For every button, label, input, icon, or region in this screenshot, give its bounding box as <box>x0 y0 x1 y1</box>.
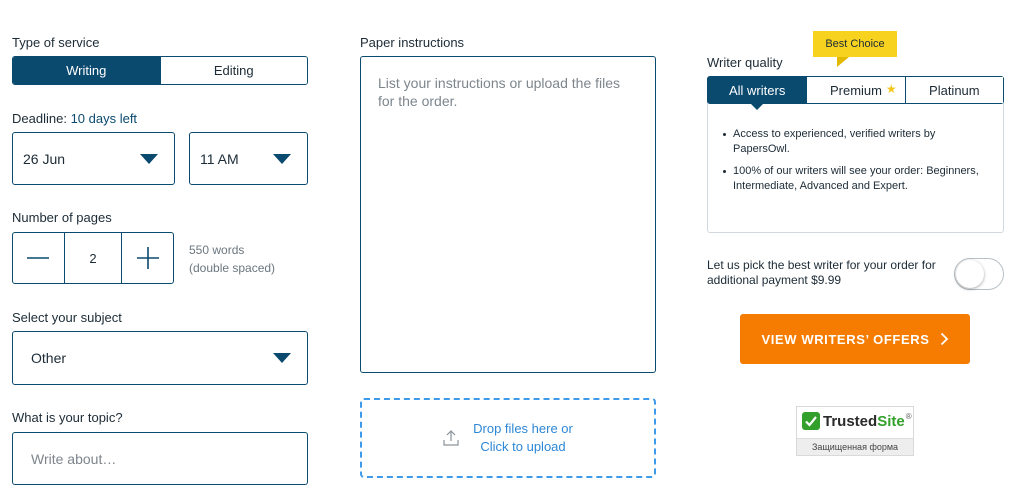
deadline-time-value: 11 AM <box>200 150 239 167</box>
registered-mark: ® <box>905 412 912 421</box>
pages-value[interactable]: 2 <box>64 233 123 283</box>
dropzone-line-1: Drop files here or <box>473 421 573 436</box>
service-toggle <box>12 56 308 85</box>
pages-words-text: 550 words <box>189 243 245 257</box>
chevron-down-icon <box>140 154 158 164</box>
subject-select[interactable] <box>12 331 308 385</box>
deadline-days-left: 10 days left <box>70 111 138 126</box>
cta-label: VIEW WRITERS’ OFFERS <box>761 331 930 347</box>
writer-quality-tabs <box>707 76 1004 104</box>
best-writer-text: Let us pick the best writer for your order for additional payment $9.99 <box>707 258 936 287</box>
topic-label: What is your topic? <box>12 410 123 425</box>
trusted-text: Trusted <box>823 412 878 430</box>
star-icon: ★ <box>885 82 897 96</box>
badge-tail <box>837 57 849 67</box>
pages-word-count <box>189 241 275 277</box>
chevron-right-icon <box>940 332 949 346</box>
toggle-knob <box>956 260 984 288</box>
file-dropzone[interactable] <box>360 398 656 478</box>
view-writers-offers-button[interactable] <box>740 314 970 364</box>
check-icon <box>802 412 820 430</box>
deadline-label <box>12 111 137 126</box>
minus-icon <box>26 246 50 270</box>
instructions-label: Paper instructions <box>360 35 465 50</box>
tab-all-writers[interactable]: All writers <box>708 77 806 103</box>
writer-quality-label: Writer quality <box>707 55 783 70</box>
deadline-label-text: Deadline: <box>12 111 67 126</box>
list-item: 100% of our writers will see your order: Beginners, Intermediate, Advanced and Expert. <box>721 164 993 194</box>
pages-label: Number of pages <box>12 210 112 225</box>
topic-input[interactable] <box>12 432 308 485</box>
trustedsite-brand <box>797 407 913 430</box>
instructions-placeholder: List your instructions or upload the files for the order. <box>378 75 621 109</box>
writer-quality-bullets <box>721 127 993 201</box>
tab-platinum[interactable]: Platinum <box>905 77 1003 103</box>
deadline-date-value: 26 Jun <box>23 150 66 167</box>
best-writer-toggle[interactable] <box>954 258 1004 290</box>
dropzone-line-2: Click to upload <box>480 439 566 454</box>
tab-premium[interactable] <box>806 77 904 103</box>
deadline-time-select[interactable] <box>189 132 308 185</box>
instructions-textarea[interactable] <box>360 56 656 373</box>
trustedsite-seal[interactable] <box>796 406 914 456</box>
trusted-subtitle: Защищенная форма <box>797 438 913 455</box>
pages-spacing-text: (double spaced) <box>189 261 276 275</box>
pages-decrement-button[interactable] <box>13 233 64 283</box>
topic-placeholder: Write about… <box>31 450 117 467</box>
upload-icon <box>443 429 459 447</box>
pages-increment-button[interactable] <box>122 233 173 283</box>
service-option-writing[interactable]: Writing <box>13 57 160 84</box>
service-label: Type of service <box>12 35 100 50</box>
subject-value: Other <box>31 350 67 366</box>
best-choice-text: Best Choice <box>813 31 897 57</box>
service-option-editing[interactable]: Editing <box>160 57 308 84</box>
plus-icon <box>136 246 160 270</box>
deadline-date-select[interactable] <box>12 132 175 185</box>
chevron-down-icon <box>273 353 291 363</box>
subject-label: Select your subject <box>12 310 122 325</box>
chevron-down-icon <box>273 154 291 164</box>
site-text: Site <box>877 412 905 430</box>
best-choice-badge <box>813 31 897 67</box>
pages-stepper <box>12 232 174 284</box>
dropzone-text <box>473 420 573 456</box>
tab-premium-label: Premium <box>829 82 882 98</box>
list-item: Access to experienced, verified writers by PapersOwl. <box>721 127 993 157</box>
